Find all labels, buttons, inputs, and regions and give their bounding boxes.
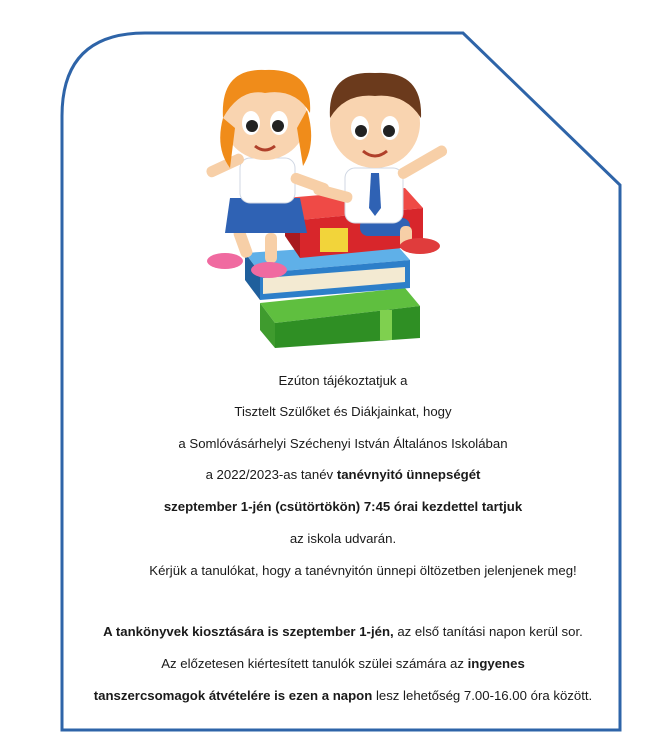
notice-text xyxy=(66,0,620,748)
notice-text-segment: tanszercsomagok átvételére is ezen a napon xyxy=(93,688,373,703)
notice-line-8 xyxy=(66,624,620,640)
notice-text-segment: szeptember 1-jén (csütörtökön) 7:45 órai kezdettel tartjuk xyxy=(163,499,523,514)
notice-text-segment: lesz lehetőség 7.00-16.00 óra között. xyxy=(372,688,593,703)
notice-text-segment: a Somlóvásárhelyi Széchenyi István Általános Iskolában xyxy=(178,436,508,451)
notice-text-segment: A tankönyvek kiosztására is szeptember 1-jén, xyxy=(103,624,394,639)
notice-line-9 xyxy=(66,656,620,672)
notice-line-5 xyxy=(66,499,620,515)
notice-text-segment: az iskola udvarán. xyxy=(289,531,397,546)
notice-text-segment: az első tanítási napon kerül sor. xyxy=(393,624,583,639)
notice-text-segment: a 2022/2023-as tanév xyxy=(205,467,337,482)
notice-line-6 xyxy=(66,531,620,547)
notice-text-segment: Az előzetesen kiértesített tanulók szülei számára az xyxy=(161,656,468,671)
notice-line-4 xyxy=(66,467,620,483)
notice-line-3 xyxy=(66,436,620,452)
notice-text-segment: Ezúton tájékoztatjuk a xyxy=(278,373,408,388)
notice-text-segment: Kérjük a tanulókat, hogy a tanévnyitón ünnepi öltözetben jelenjenek meg! xyxy=(149,563,577,578)
notice-text-segment: ingyenes xyxy=(467,656,525,671)
notice-text-segment: Tisztelt Szülőket és Diákjainkat, hogy xyxy=(234,404,452,419)
notice-text-segment: tanévnyitó ünnepségét xyxy=(336,467,481,482)
notice-line-2 xyxy=(66,404,620,420)
notice-line-10 xyxy=(66,688,620,704)
notice-line-1 xyxy=(66,373,620,389)
notice-line-7 xyxy=(66,563,640,579)
